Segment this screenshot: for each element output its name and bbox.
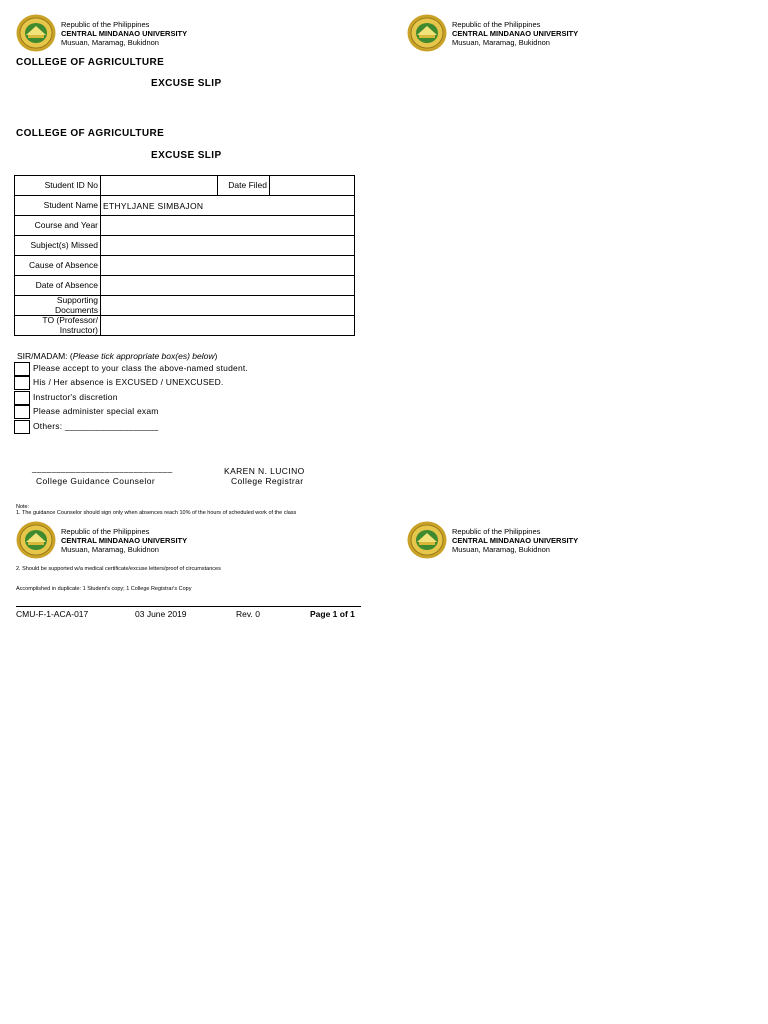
option-label: Please administer special exam <box>33 406 159 416</box>
university-name: CENTRAL MINDANAO UNIVERSITY <box>61 536 188 545</box>
instructions-prefix: SIR/MADAM: ( <box>17 351 73 361</box>
form-code: CMU-F-1-ACA-017 <box>16 609 89 619</box>
university-name: CENTRAL MINDANAO UNIVERSITY <box>61 29 188 38</box>
supporting-docs-field[interactable] <box>101 296 355 316</box>
duplicate-note: Accomplished in duplicate: 1 Student's copy; 1 College Registrar's Copy <box>16 586 192 592</box>
instructions-text <box>17 351 217 361</box>
to-professor-field[interactable] <box>101 316 355 336</box>
supporting-docs-label: Supporting Documents <box>15 296 101 316</box>
university-address: Musuan, Maramag, Bukidnon <box>452 545 550 554</box>
letterhead <box>16 521 366 561</box>
course-year-field[interactable] <box>101 216 355 236</box>
option-label: His / Her absence is EXCUSED / UNEXCUSED. <box>33 377 224 387</box>
excuse-slip-form <box>14 175 355 336</box>
university-address: Musuan, Maramag, Bukidnon <box>61 38 159 47</box>
excuse-slip-title: EXCUSE SLIP <box>151 78 222 89</box>
university-seal-icon <box>407 14 447 52</box>
option-label: Instructor's discretion <box>33 392 118 402</box>
subjects-missed-field[interactable] <box>101 236 355 256</box>
subjects-missed-label: Subject(s) Missed <box>15 236 101 256</box>
student-id-label: Student ID No <box>15 176 101 196</box>
checkbox[interactable] <box>14 391 30 405</box>
note-label: Note: <box>16 504 30 510</box>
guidance-signature-line: _____________________________ <box>32 464 173 473</box>
cause-absence-label: Cause of Absence <box>15 256 101 276</box>
checkbox[interactable] <box>14 420 30 434</box>
republic-text: Republic of the Philippines <box>452 527 541 536</box>
date-absence-field[interactable] <box>101 276 355 296</box>
instructions-italic: Please tick appropriate box(es) below <box>72 351 215 361</box>
college-title: COLLEGE OF AGRICULTURE <box>16 128 165 139</box>
republic-text: Republic of the Philippines <box>452 20 541 29</box>
university-seal-icon <box>407 521 447 559</box>
footer-divider <box>16 606 361 607</box>
registrar-name: KAREN N. LUCINO <box>224 466 305 476</box>
letterhead <box>407 14 757 54</box>
date-filed-label: Date Filed <box>218 176 270 196</box>
course-year-label: Course and Year <box>15 216 101 236</box>
option-label: Others: ___________________ <box>33 421 159 431</box>
guidance-counselor-title: College Guidance Counselor <box>36 476 156 486</box>
excuse-slip-title: EXCUSE SLIP <box>151 150 222 161</box>
option-label: Please accept to your class the above-named student. <box>33 363 248 373</box>
instructions-suffix: ) <box>214 351 218 361</box>
date-filed-field[interactable] <box>270 176 355 196</box>
university-seal-icon <box>16 521 56 559</box>
form-date: 03 June 2019 <box>135 609 187 619</box>
letterhead <box>16 14 366 54</box>
university-address: Musuan, Maramag, Bukidnon <box>452 38 550 47</box>
form-revision: Rev. 0 <box>236 609 260 619</box>
checkbox[interactable] <box>14 362 30 376</box>
university-name: CENTRAL MINDANAO UNIVERSITY <box>452 29 579 38</box>
to-professor-label: TO (Professor/ Instructor) <box>15 316 101 336</box>
student-name-field[interactable]: ETHYLJANE SIMBAJON <box>101 196 355 216</box>
republic-text: Republic of the Philippines <box>61 20 150 29</box>
note-2: 2. Should be supported w/a medical certificate/excuse letters/proof of circumstances <box>16 566 221 572</box>
student-name-label: Student Name <box>15 196 101 216</box>
checkbox[interactable] <box>14 405 30 419</box>
registrar-title: College Registrar <box>231 476 304 486</box>
cause-absence-field[interactable] <box>101 256 355 276</box>
republic-text: Republic of the Philippines <box>61 527 150 536</box>
university-address: Musuan, Maramag, Bukidnon <box>61 545 159 554</box>
note-1: 1. The guidance Counselor should sign only when absences reach 10% of the hours of scheduled work of the class <box>16 510 297 516</box>
university-seal-icon <box>16 14 56 52</box>
date-absence-label: Date of Absence <box>15 276 101 296</box>
university-name: CENTRAL MINDANAO UNIVERSITY <box>452 536 579 545</box>
college-title: COLLEGE OF AGRICULTURE <box>16 57 165 68</box>
page-number: Page 1 of 1 <box>310 609 355 619</box>
student-id-field[interactable] <box>101 176 218 196</box>
letterhead <box>407 521 757 561</box>
checkbox[interactable] <box>14 376 30 390</box>
